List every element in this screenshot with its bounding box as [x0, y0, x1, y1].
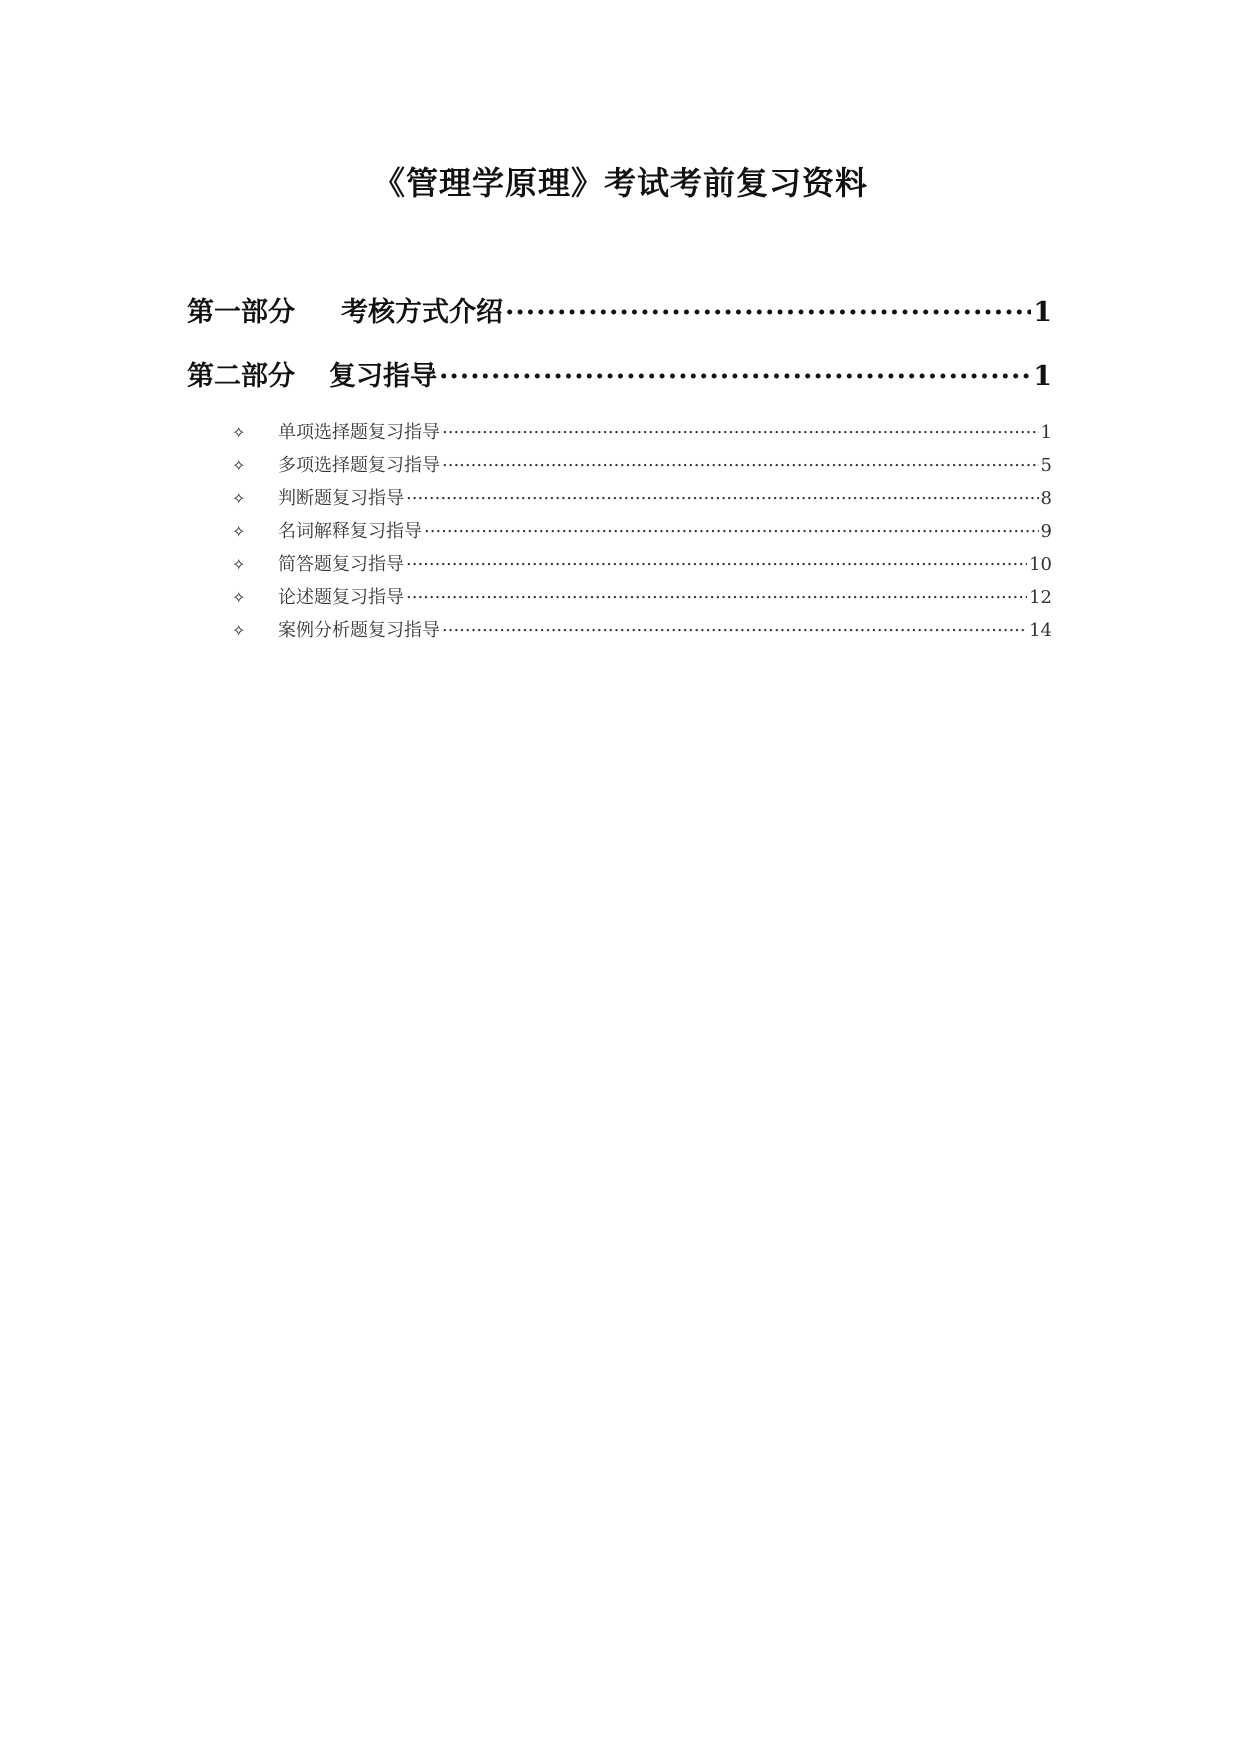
toc-item[interactable]: [187, 484, 1052, 517]
toc-leader-dots: [406, 585, 1027, 603]
toc-item-title: 案例分析题复习指导: [278, 620, 440, 641]
toc-item-title: 论述题复习指导: [278, 587, 404, 608]
toc-item[interactable]: [187, 418, 1052, 451]
toc-page-number: 1: [1033, 361, 1052, 392]
toc-item[interactable]: [187, 616, 1052, 649]
toc-item[interactable]: [187, 451, 1052, 484]
toc-page-number: 10: [1029, 554, 1052, 575]
toc-leader-dots: [442, 420, 1039, 438]
toc-leader-dots: [442, 618, 1027, 636]
diamond-bullet-icon: ✧: [232, 456, 246, 475]
toc-item-title: 单项选择题复习指导: [278, 422, 440, 443]
diamond-bullet-icon: ✧: [232, 489, 246, 508]
toc-leader-dots: [442, 453, 1039, 471]
toc-page-number: 5: [1040, 455, 1052, 476]
toc-item[interactable]: [187, 583, 1052, 616]
toc-part-number: 第二部分: [187, 361, 295, 392]
toc-item-title: 简答题复习指导: [278, 554, 404, 575]
diamond-bullet-icon: ✧: [232, 588, 246, 607]
toc-page-number: 8: [1040, 488, 1052, 509]
diamond-bullet-icon: ✧: [232, 522, 246, 541]
toc-page-number: 1: [1033, 297, 1052, 328]
toc-item[interactable]: [187, 517, 1052, 550]
toc-item-title: 名词解释复习指导: [278, 521, 422, 542]
diamond-bullet-icon: ✧: [232, 555, 246, 574]
toc-item-title: 判断题复习指导: [278, 488, 404, 509]
toc-leader-dots: [505, 294, 1031, 321]
toc-part-2[interactable]: [187, 354, 1052, 404]
toc-page-number: 9: [1040, 521, 1052, 542]
table-of-contents: [187, 290, 1052, 649]
toc-page-number: 14: [1029, 620, 1052, 641]
toc-part-title: 考核方式介绍: [341, 297, 503, 328]
toc-item-title: 多项选择题复习指导: [278, 455, 440, 476]
toc-item[interactable]: [187, 550, 1052, 583]
toc-part-1[interactable]: [187, 290, 1052, 340]
toc-part-title: 复习指导: [329, 361, 437, 392]
toc-page-number: 1: [1040, 422, 1052, 443]
toc-leader-dots: [439, 358, 1031, 385]
document-title: 《管理学原理》考试考前复习资料: [372, 164, 868, 202]
toc-part-number: 第一部分: [187, 297, 295, 328]
diamond-bullet-icon: ✧: [232, 423, 246, 442]
toc-leader-dots: [406, 486, 1039, 504]
diamond-bullet-icon: ✧: [232, 621, 246, 640]
toc-page-number: 12: [1029, 587, 1052, 608]
toc-leader-dots: [424, 519, 1039, 537]
toc-leader-dots: [406, 552, 1027, 570]
